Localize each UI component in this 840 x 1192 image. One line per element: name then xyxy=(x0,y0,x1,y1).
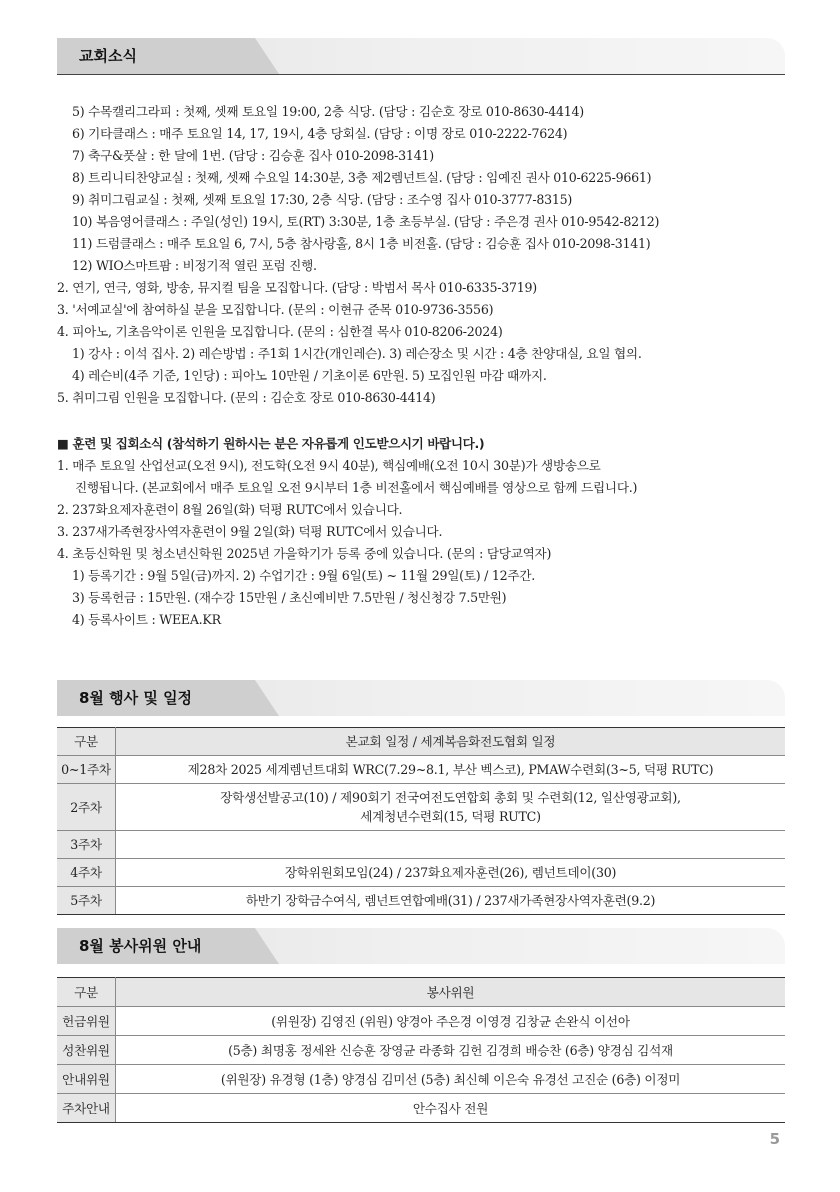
volunteer-names: 안수집사 전원 xyxy=(116,1094,786,1123)
news-item: 4) 레슨비(4주 기준, 1인당) : 피아노 10만원 / 기초이론 6만원. 5) 모집인원 마감 때까지. xyxy=(72,368,547,383)
church-news-list xyxy=(57,101,797,409)
training-item: 1. 매주 토요일 산업선교(오전 9시), 전도학(오전 9시 40분), 핵심예배(오전 10시 30분)가 생방송으로 xyxy=(57,458,601,473)
role-label: 헌금위원 xyxy=(57,1007,116,1036)
table-row xyxy=(57,756,785,784)
news-item: 2. 연기, 연극, 영화, 방송, 뮤지컬 팀을 모집합니다. (담당 : 박범서 목사 010-6335-3719) xyxy=(57,280,537,295)
training-item: 3. 237새가족현장사역자훈련이 9월 2일(화) 덕평 RUTC에서 있습니다. xyxy=(57,524,443,539)
schedule-table xyxy=(57,727,785,915)
training-item: 3) 등록헌금 : 15만원. (재수강 15만원 / 초신예비반 7.5만원 / 청신청강 7.5만원) xyxy=(72,590,507,605)
section-title: 8월 봉사위원 안내 xyxy=(79,937,202,955)
schedule-text: 제28차 2025 세계렘넌트대회 WRC(7.29~8.1, 부산 벡스코), PMAW수련회(3~5, 덕평 RUTC) xyxy=(187,762,714,777)
week-label: 3주차 xyxy=(57,831,116,859)
schedule-cell xyxy=(116,756,786,784)
news-item: 11) 드럼클래스 : 매주 토요일 6, 7시, 5층 참사랑홀, 8시 1층 비전홀. (담당 : 김승훈 집사 010-2098-3141) xyxy=(72,236,651,251)
role-label: 성찬위원 xyxy=(57,1036,116,1065)
schedule-text: 장학위원회모임(24) / 237화요제자훈련(26), 렘넌트데이(30) xyxy=(284,865,617,880)
week-label: 5주차 xyxy=(57,887,116,915)
schedule-cell xyxy=(116,831,786,859)
news-item: 7) 축구&풋살 : 한 달에 1번. (담당 : 김승훈 집사 010-2098-3141) xyxy=(72,148,434,163)
column-header: 구분 xyxy=(57,978,116,1007)
table-row xyxy=(57,784,785,831)
training-list xyxy=(57,433,797,631)
volunteer-names: (위원장) 김영진 (위원) 양경아 주은경 이영경 김창균 손완식 이선아 xyxy=(116,1007,786,1036)
table-row xyxy=(57,1065,785,1094)
schedule-cell xyxy=(116,887,786,915)
section-title: 8월 행사 및 일정 xyxy=(79,689,193,707)
news-item: 5. 취미그림 인원을 모집합니다. (문의 : 김순호 장로 010-8630-4414) xyxy=(57,390,436,405)
table-row xyxy=(57,1007,785,1036)
schedule-cell xyxy=(116,784,786,831)
news-item: 4. 피아노, 기초음악이론 인원을 모집합니다. (문의 : 심한결 목사 010-8206-2024) xyxy=(57,324,503,339)
role-label: 안내위원 xyxy=(57,1065,116,1094)
training-item: 진행됩니다. (본교회에서 매주 토요일 오전 9시부터 1층 비전홀에서 핵심예배를 영상으로 함께 드립니다.) xyxy=(75,480,638,495)
week-label: 2주차 xyxy=(57,784,116,831)
volunteer-names: (5층) 최명홍 정세완 신승훈 장영균 라종화 김헌 김경희 배승찬 (6층) 양경심 김석재 xyxy=(116,1036,786,1065)
news-item: 5) 수목캘리그라피 : 첫째, 셋째 토요일 19:00, 2층 식당. (담당 : 김순호 장로 010-8630-4414) xyxy=(72,104,584,119)
schedule-text: 장학생선발공고(10) / 제90회기 전국여전도연합회 총회 및 수련회(12, 일산영광교회), xyxy=(220,790,681,805)
header-divider xyxy=(57,74,785,75)
role-label: 주차안내 xyxy=(57,1094,116,1123)
volunteer-table xyxy=(57,977,785,1123)
schedule-text: 세계청년수련회(15, 덕평 RUTC) xyxy=(360,809,541,824)
column-header: 구분 xyxy=(57,728,116,756)
schedule-text: 하반기 장학금수여식, 렘넌트연합예배(31) / 237새가족현장사역자훈련(9.2) xyxy=(245,893,656,908)
week-label: 4주차 xyxy=(57,859,116,887)
schedule-cell xyxy=(116,859,786,887)
news-item: 3. '서예교실'에 참여하실 분을 모집합니다. (문의 : 이현규 준목 010-9736-3556) xyxy=(57,302,494,317)
week-label: 0~1주차 xyxy=(57,756,116,784)
training-item: 4. 초등신학원 및 청소년신학원 2025년 가을학기가 등록 중에 있습니다. (문의 : 담당교역자) xyxy=(57,546,552,561)
table-row xyxy=(57,859,785,887)
page-number: 5 xyxy=(769,1130,780,1148)
news-item: 1) 강사 : 이석 집사. 2) 레슨방법 : 주1회 1시간(개인레슨). 3) 레슨장소 및 시간 : 4층 찬양대실, 요일 협의. xyxy=(72,346,642,361)
table-row xyxy=(57,831,785,859)
section-header-volunteers xyxy=(57,928,785,964)
news-item: 6) 기타클래스 : 매주 토요일 14, 17, 19시, 4층 당회실. (담당 : 이명 장로 010-2222-7624) xyxy=(72,126,568,141)
news-item: 9) 취미그림교실 : 첫째, 셋째 토요일 17:30, 2층 식당. (담당 : 조수영 집사 010-3777-8315) xyxy=(72,192,573,207)
column-header: 봉사위원 xyxy=(116,978,786,1007)
table-row xyxy=(57,1036,785,1065)
training-item: 1) 등록기간 : 9월 5일(금)까지. 2) 수업기간 : 9월 6일(토) ~ 11월 29일(토) / 12주간. xyxy=(72,568,536,583)
news-item: 8) 트리니티찬양교실 : 첫째, 셋째 수요일 14:30분, 3층 제2렘넌트실. (담당 : 임예진 권사 010-6225-9661) xyxy=(72,170,652,185)
news-item: 10) 복음영어클래스 : 주일(성인) 19시, 토(RT) 3:30분, 1층 초등부실. (담당 : 주은경 권사 010-9542-8212) xyxy=(72,214,660,229)
training-item: 2. 237화요제자훈련이 8월 26일(화) 덕평 RUTC에서 있습니다. xyxy=(57,502,403,517)
table-row xyxy=(57,887,785,915)
table-row xyxy=(57,1094,785,1123)
section-header-church-news xyxy=(57,38,785,74)
training-item: 4) 등록사이트 : WEEA.KR xyxy=(72,612,221,627)
section-title: 교회소식 xyxy=(79,47,137,65)
training-heading: ■ 훈련 및 집회소식 (참석하기 원하시는 분은 자유롭게 인도받으시기 바랍니다.) xyxy=(57,436,485,451)
table-header-row xyxy=(57,728,785,756)
volunteer-names: (위원장) 유경형 (1층) 양경심 김미선 (5층) 최신혜 이은숙 유경선 고진순 (6층) 이정미 xyxy=(116,1065,786,1094)
news-item: 12) WIO스마트팜 : 비정기적 열린 포럼 진행. xyxy=(72,258,317,273)
table-header-row xyxy=(57,978,785,1007)
section-header-schedule xyxy=(57,680,785,716)
column-header: 본교회 일정 / 세계복음화전도협회 일정 xyxy=(116,728,786,756)
